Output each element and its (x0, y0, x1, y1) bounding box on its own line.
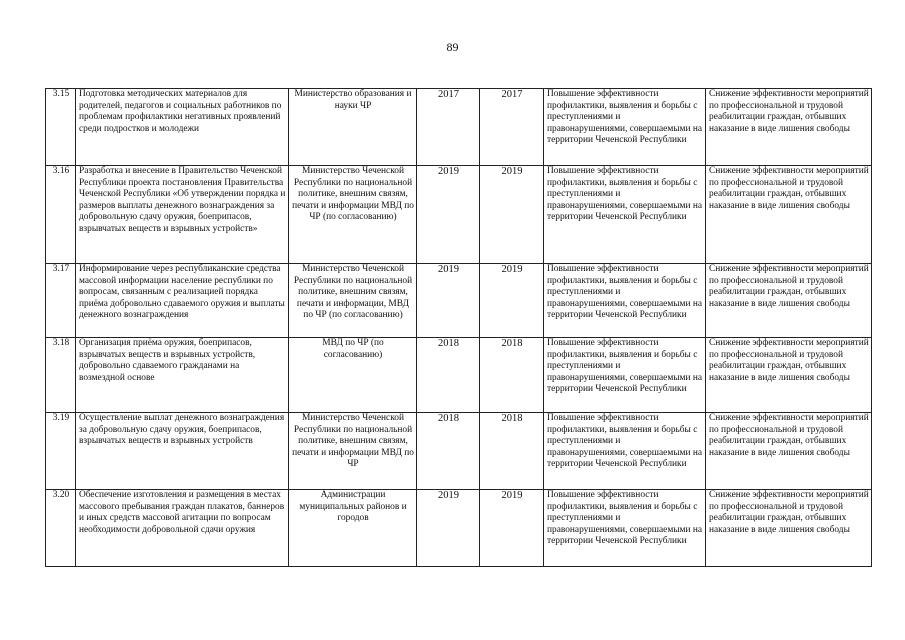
page-number: 89 (446, 40, 459, 54)
executor-cell: Министерство Чеченской Республики по национальной политике, внешним связям, печати и информации МВД по ЧР (289, 413, 417, 490)
start-year-cell: 2019 (417, 166, 480, 264)
risk-cell: Снижение эффективности мероприятий по профессиональной и трудовой реабилитации граждан, отбывших наказание в виде лишения свободы (706, 166, 872, 264)
table-row (46, 338, 872, 413)
risk-cell: Снижение эффективности мероприятий по профессиональной и трудовой реабилитации граждан, отбывших наказание в виде лишения свободы (706, 264, 872, 338)
end-year-cell: 2019 (480, 264, 544, 338)
start-year-cell: 2017 (417, 89, 480, 166)
executor-cell: Администрации муниципальных районов и городов (289, 490, 417, 567)
executor-cell: Министерство образования и науки ЧР (289, 89, 417, 166)
row-number: 3.17 (46, 264, 76, 338)
start-year-cell: 2018 (417, 413, 480, 490)
risk-cell: Снижение эффективности мероприятий по профессиональной и трудовой реабилитации граждан, отбывших наказание в виде лишения свободы (706, 89, 872, 166)
start-year-cell: 2019 (417, 490, 480, 567)
measure-cell: Осуществление выплат денежного вознаграждения за добровольную сдачу оружия, боеприпасов, взрывчатых веществ и взрывных устройств (76, 413, 289, 490)
result-cell: Повышение эффективности профилактики, выявления и борьбы с преступлениями и правонарушениями, совершаемыми на территории Чеченской Республики (544, 89, 706, 166)
executor-cell: Министерство Чеченской Республики по национальной политике, внешним связям, печати и информации, МВД по ЧР (по согласованию) (289, 264, 417, 338)
measure-cell: Организация приёма оружия, боеприпасов, взрывчатых веществ и взрывных устройств, добровольно сдаваемого гражданами на возмездной основе (76, 338, 289, 413)
risk-cell: Снижение эффективности мероприятий по профессиональной и трудовой реабилитации граждан, отбывших наказание в виде лишения свободы (706, 338, 872, 413)
end-year-cell: 2018 (480, 338, 544, 413)
measure-cell: Подготовка методических материалов для родителей, педагогов и социальных работников по проблемам профилактики негативных проявлений среди подростков и молодежи (76, 89, 289, 166)
table-row (46, 166, 872, 264)
risk-cell: Снижение эффективности мероприятий по профессиональной и трудовой реабилитации граждан, отбывших наказание в виде лишения свободы (706, 490, 872, 567)
row-number: 3.16 (46, 166, 76, 264)
risk-cell: Снижение эффективности мероприятий по профессиональной и трудовой реабилитации граждан, отбывших наказание в виде лишения свободы (706, 413, 872, 490)
table-row (46, 490, 872, 567)
row-number: 3.18 (46, 338, 76, 413)
end-year-cell: 2019 (480, 166, 544, 264)
executor-cell: МВД по ЧР (по согласованию) (289, 338, 417, 413)
measure-cell: Обеспечение изготовления и размещения в местах массового пребывания граждан плакатов, баннеров и иных средств массовой агитации по вопросам необходимости добровольной сдачи оружия (76, 490, 289, 567)
result-cell: Повышение эффективности профилактики, выявления и борьбы с преступлениями и правонарушениями, совершаемыми на территории Чеченской Республики (544, 490, 706, 567)
measure-cell: Разработка и внесение в Правительство Чеченской Республики проекта постановления Правительства Чеченской Республики «Об утверждении порядка и размеров выплаты денежного вознаграждения за добровольную сдачу оружия, боеприпасов, взрывчатых веществ и взрывных устройств» (76, 166, 289, 264)
end-year-cell: 2019 (480, 490, 544, 567)
measure-cell: Информирование через республиканские средства массовой информации население республики по вопросам, связанным с реализацией порядка приёма добровольно сдаваемого оружия и выплаты денежного вознаграждения (76, 264, 289, 338)
table-row (46, 413, 872, 490)
end-year-cell: 2017 (480, 89, 544, 166)
row-number: 3.15 (46, 89, 76, 166)
result-cell: Повышение эффективности профилактики, выявления и борьбы с преступлениями и правонарушениями, совершаемыми на территории Чеченской Республики (544, 338, 706, 413)
measures-table (45, 88, 872, 567)
executor-cell: Министерство Чеченской Республики по национальной политике, внешним связям, печати и информации МВД по ЧР (по согласованию) (289, 166, 417, 264)
row-number: 3.19 (46, 413, 76, 490)
table-row (46, 89, 872, 166)
start-year-cell: 2019 (417, 264, 480, 338)
table-row (46, 264, 872, 338)
result-cell: Повышение эффективности профилактики, выявления и борьбы с преступлениями и правонарушениями, совершаемыми на территории Чеченской Республики (544, 264, 706, 338)
end-year-cell: 2018 (480, 413, 544, 490)
result-cell: Повышение эффективности профилактики, выявления и борьбы с преступлениями и правонарушениями, совершаемыми на территории Чеченской Республики (544, 166, 706, 264)
start-year-cell: 2018 (417, 338, 480, 413)
result-cell: Повышение эффективности профилактики, выявления и борьбы с преступлениями и правонарушениями, совершаемыми на территории Чеченской Республики (544, 413, 706, 490)
row-number: 3.20 (46, 490, 76, 567)
